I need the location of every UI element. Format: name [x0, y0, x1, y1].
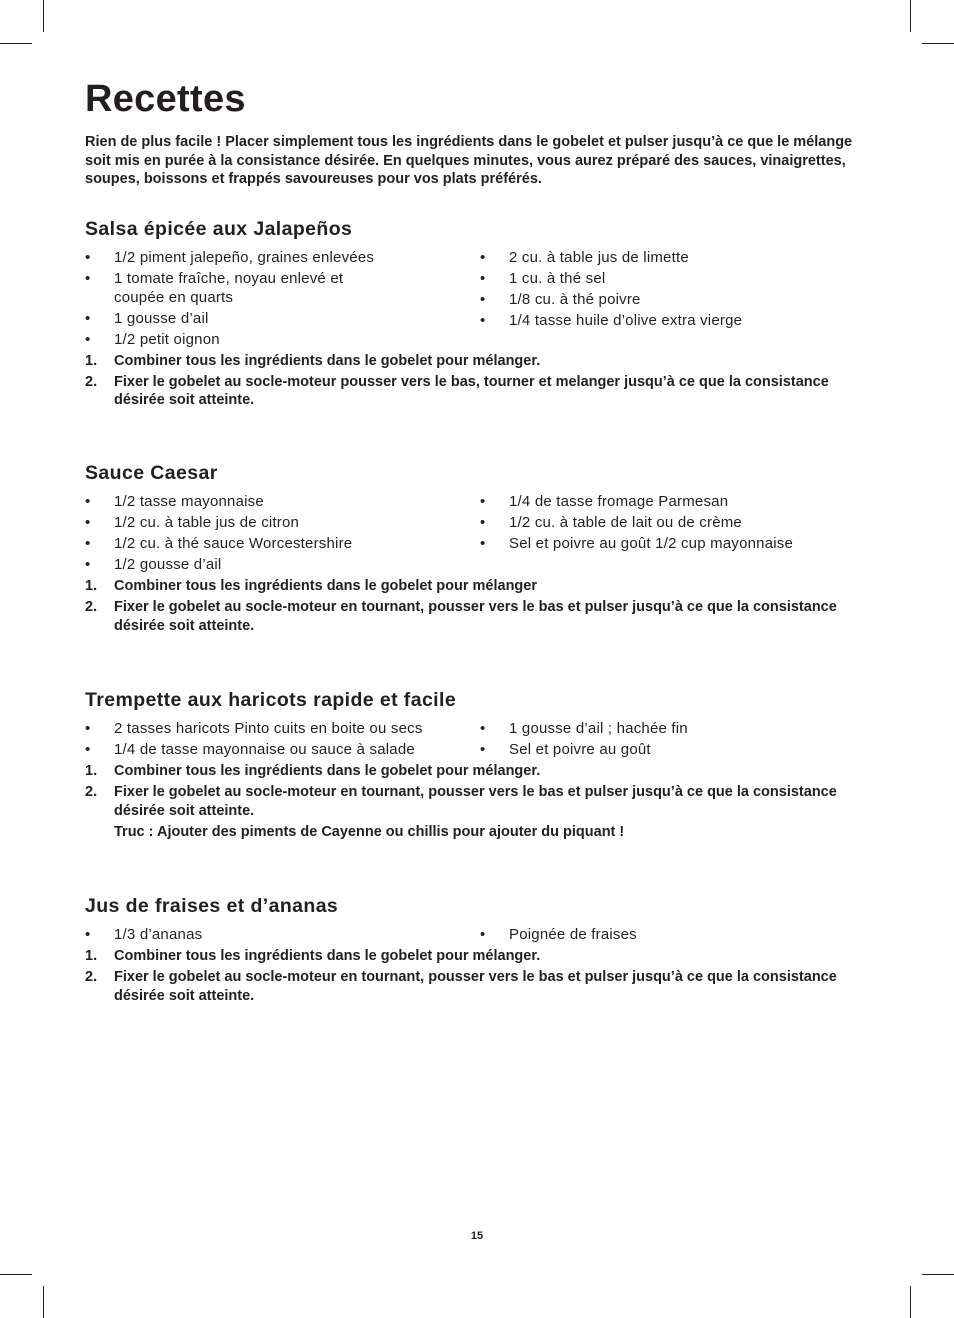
ingredient-item: • Poignée de fraises [480, 926, 637, 943]
step-item: 1. Combiner tous les ingrédients dans le gobelet pour mélanger. [85, 352, 541, 369]
step-item: 1. Combiner tous les ingrédients dans le gobelet pour mélanger [85, 578, 537, 594]
ingredient-item: • 1/2 tasse mayonnaise [85, 493, 264, 510]
recipe-bean-dip [85, 688, 875, 841]
step-item: 2. Fixer le gobelet au socle-moteur en tournant, pousser vers le bas et pulser jusqu’à ce que la consistance désirée soit atteinte. [85, 599, 837, 634]
page-header [85, 78, 875, 189]
recipe-strawberry-pineapple-juice [85, 894, 875, 1008]
ingredient-item: • 2 cu. à table jus de limette [480, 249, 689, 266]
recipe-tip: Truc : Ajouter des piments de Cayenne ou chillis pour ajouter du piquant ! [114, 823, 625, 840]
crop-mark [910, 1286, 911, 1318]
ingredient-item: • 1/4 de tasse fromage Parmesan [480, 493, 729, 510]
ingredient-item: • 1/2 cu. à table de lait ou de crème [480, 514, 742, 531]
step-list [85, 947, 875, 1005]
crop-mark [922, 43, 954, 44]
ingredient-item: • 1/2 petit oignon [85, 330, 220, 348]
step-item: 2. Fixer le gobelet au socle-moteur en tournant, pousser vers le bas et pulser jusqu’à ce que la consistance désirée soit atteinte. [85, 784, 837, 819]
ingredient-item: • 1/2 cu. à table jus de citron [85, 514, 300, 531]
step-list [85, 352, 875, 410]
ingredient-item: • 1 gousse d’ail [85, 309, 209, 327]
step-list [85, 762, 875, 820]
crop-mark [0, 1274, 32, 1275]
ingredient-list [85, 926, 875, 947]
crop-mark [922, 1274, 954, 1275]
recipe-salsa [85, 217, 875, 412]
step-item: 2. Fixer le gobelet au socle-moteur en tournant, pousser vers le bas et pulser jusqu’à ce que la consistance désirée soit atteinte. [85, 969, 837, 1004]
intro-paragraph: Rien de plus facile ! Placer simplement tous les ingrédients dans le gobelet et pulser jusqu’à ce que le mélange soit mis en purée à la consistance désirée. En quelques minutes, vous aurez préparé des sauces, vinaigrettes, soupes, boissons et frappés savoureuses pour vos plats préférés. [85, 134, 853, 188]
ingredient-list [85, 493, 875, 577]
crop-mark [0, 43, 32, 44]
ingredient-item: • 1/3 d’ananas [85, 926, 203, 943]
ingredient-list [85, 720, 875, 762]
ingredient-list [85, 249, 875, 352]
ingredient-item: • 1/8 cu. à thé poivre [480, 291, 641, 308]
page-number: 15 [470, 1230, 484, 1242]
recipe-title: Salsa épicée aux Jalapeños [85, 218, 353, 240]
recipe-title: Trempette aux haricots rapide et facile [85, 689, 457, 711]
step-item: 1. Combiner tous les ingrédients dans le gobelet pour mélanger. [85, 763, 541, 779]
crop-mark [43, 1286, 44, 1318]
ingredient-item: • 1/4 tasse huile d’olive extra vierge [480, 312, 743, 329]
recipe-caesar [85, 461, 875, 638]
ingredient-item: • 1/2 piment jalepeño, graines enlevées [85, 249, 375, 266]
ingredient-item: • 2 tasses haricots Pinto cuits en boite ou secs [85, 720, 423, 737]
crop-mark [43, 0, 44, 32]
step-item: 2. Fixer le gobelet au socle-moteur pousser vers le bas, tourner et melanger jusqu’à ce que la consistance désirée soit atteinte. [85, 373, 829, 408]
ingredient-item: • 1 tomate fraîche, noyau enlevé et coupée en quarts [85, 270, 344, 306]
recipe-title: Sauce Caesar [85, 462, 218, 484]
ingredient-item: • Sel et poivre au goût 1/2 cup mayonnaise [480, 535, 794, 552]
ingredient-item: • 1 gousse d’ail ; hachée fin [480, 720, 688, 737]
crop-mark [910, 0, 911, 32]
ingredient-item: • Sel et poivre au goût [480, 741, 651, 758]
page-title: Recettes [85, 78, 246, 120]
step-list [85, 577, 875, 635]
step-item: 1. Combiner tous les ingrédients dans le gobelet pour mélanger. [85, 948, 541, 964]
ingredient-item: • 1/2 gousse d’ail [85, 556, 222, 573]
ingredient-item: • 1 cu. à thé sel [480, 270, 606, 287]
recipe-title: Jus de fraises et d’ananas [85, 895, 339, 917]
ingredient-item: • 1/4 de tasse mayonnaise ou sauce à salade [85, 741, 415, 758]
ingredient-item: • 1/2 cu. à thé sauce Worcestershire [85, 535, 353, 552]
